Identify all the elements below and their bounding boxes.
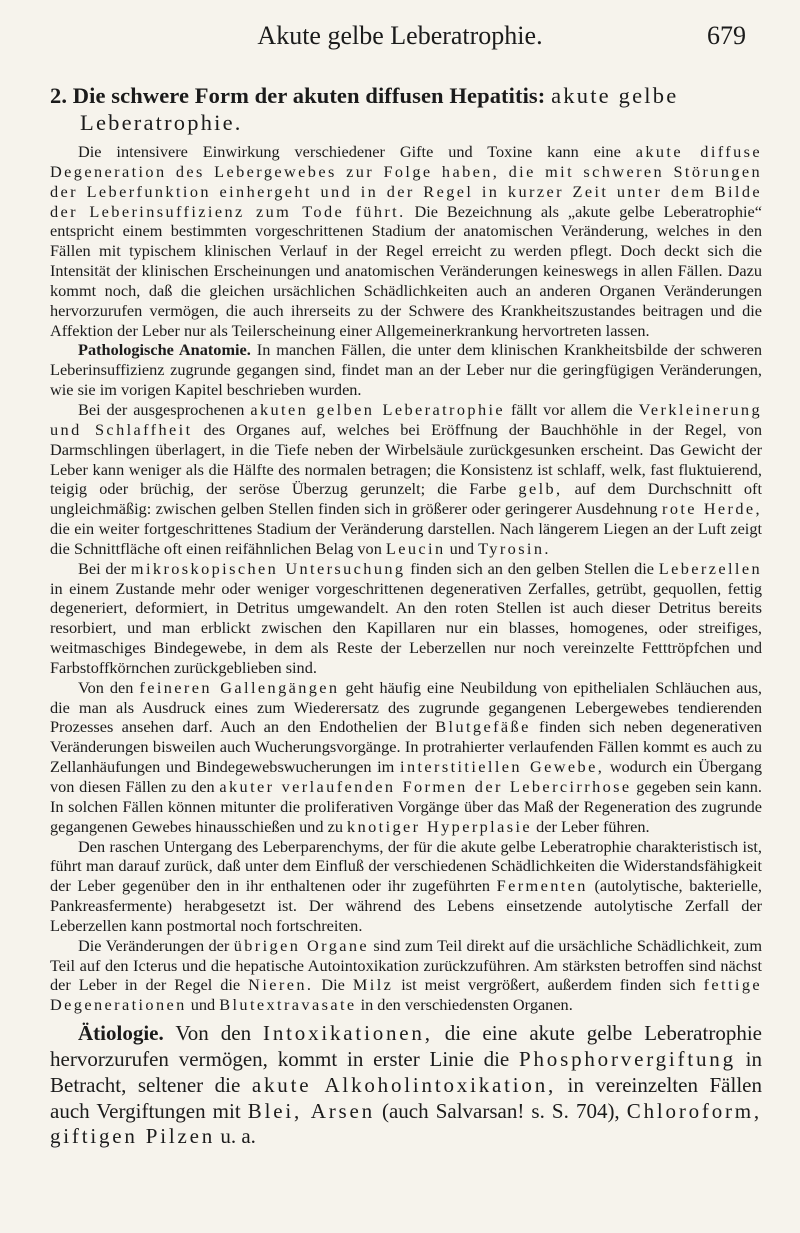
text-run: in Betracht, seltener die [50,1046,762,1097]
spaced-emphasis-run: akute Alkoholintoxikation, [251,1072,557,1097]
text-run: In manchen Fällen, die unter dem klinischen Krankheitsbilde der schweren Leberinsuffizienz zugrunde gegangen sind, findet man an der Leber nur die geringfügigen Veränderungen, wie sie im vorigen Kapitel beschrieben wurden. [50,340,762,400]
spaced-emphasis-run: Fermenten [496,876,588,896]
text-run: Die Veränderungen der [78,935,234,955]
text-run: in den verschiedensten Organen. [356,995,573,1015]
text-run: in einem Zustande mehr oder weniger vorgeschrittenen degenerativen Zerfalles, getrübt, gequollen, fettig degeneriert, deformiert, in Detritus umgewandelt. An den roten Stellen ist auch dieser Detritus bereits resorbiert, und man erblickt zwischen den Kapillaren nur ein blasses, homogenes, oder streifiges, weitmaschiges Bindegewebe, in dem als Reste der Leberzellen nur noch vereinzelte Fetttröpfchen und Farbstoffkörnchen zurückgeblieben sind. [50,578,762,677]
text-run: ist meist vergrößert, außerdem finden sich [393,975,704,995]
text-run: finden sich an den gelben Stellen die [405,558,659,578]
spaced-emphasis-run: Chloroform, giftigen Pilzen [50,1098,762,1149]
bold-heading-run: Ätiologie. [78,1021,164,1046]
spaced-emphasis-run: mikroskopischen Untersuchung [130,558,406,578]
running-header [0,20,800,52]
text-run: in vereinzelten Fällen auch Vergiftungen mit [50,1072,762,1123]
text-run: wodurch ein Übergang von diesen Fällen zu den [50,757,762,796]
paragraph-bile-ducts [50,678,762,837]
paragraph-aetiologie [50,1021,762,1150]
section-heading-bold: 2. Die schwere Form der akuten diffusen Hepatitis: [50,83,546,108]
bold-heading-run: Pathologische Anatomie. [78,340,251,360]
spaced-emphasis-run: fettige Degenerationen [50,975,762,1015]
spaced-emphasis-run: akuter verlaufenden Formen der Lebercirrhose [219,777,632,796]
text-run: die ein weiter fortgeschrittenes Stadium der Veränderung darstellen. Nach längerem Liegen an der Luft zeigt die Schnittfläche oft einen reifähnlichen Belag von [50,519,762,558]
text-run: auf dem Durchschnitt oft ungleichmäßig: zwischen gelben Stellen finden sich in größerer oder geringerer Ausdehnung [50,479,762,519]
spaced-emphasis-run: Blei, Arsen [247,1098,375,1123]
text-run: Bei der [78,558,131,578]
text-run: Die Bezeichnung als „akute gelbe Leberatrophie“ entspricht einem bestimmten vorgeschrittenen Stadium der anatomischen Veränderung, welches in den Fällen mit typischem klinischen Verlauf in der Regel erreicht zu werden pflegt. Doch deckt sich die Intensität der klinischen Erscheinungen und anatomischen Veränderungen keineswegs in allen Fällen. Dazu kommt noch, daß die gleichen ursächlichen Schädlichkeiten auch an anderen Organen Veränderungen hervorzurufen vermögen, die auch ihrerseits zu der Schwere des Krankheitszustandes beitragen und die Affektion der Leber nur als Teilerscheinung einer Allgemeinerkrankung hervortreten lassen. [50,201,762,340]
spaced-emphasis-run: gelb, [518,479,563,499]
paragraph-microscopic-findings [50,559,762,678]
text-run: gegeben sein kann. In solchen Fällen können mitunter die proliferativen Vorgänge über das Maß der Regeneration des zugrunde gegangenen Gewebes hinausschießen und zu [50,777,762,836]
text-run: Die intensivere Einwirkung verschiedener Gifte und Toxine kann eine [78,142,636,161]
text-run: Den raschen Untergang des Leberparenchyms, der für die akute gelbe Leberatrophie charakteristisch ist, führt man darauf zurück, daß unter dem Einfluß der verschiedenen Schädlichkeiten die Widerstandsfähigkeit der Leber gegenüber den in ihr enthaltenen oder ihr zugeführten [50,836,762,896]
text-run: Von den [78,677,140,697]
page-number: 679 [707,21,746,50]
spaced-emphasis-run: Leucin [385,538,446,558]
spaced-emphasis-run: übrigen Organe [233,935,370,955]
spaced-emphasis-run: Milz [352,975,394,995]
text-run: finden sich neben degenerativen Veränderungen bisweilen auch Wucherungsvorgänge. In protrahierter verlaufenden Fällen kommt es auch zu Zellanhäufungen und Bindegewebswucherungen im [50,717,762,777]
text-run: (auch Salvarsan! s. S. 704), [374,1098,627,1123]
spaced-emphasis-run: feineren Gallengängen [139,677,340,697]
paragraph-other-organs [50,936,762,1015]
paragraph-parenchyma-decay [50,837,762,936]
text-run: u. a. [215,1124,256,1149]
paragraph-intro [50,142,762,340]
text-run: geht häufig eine Neubildung von epithelialen Schläuchen aus, die man als Ausdruck eines zum Wiederersatz des zugrunde gegangenen Lebergewebes tendierenden Prozesses ansehen darf. Auch an den Endothelien der [50,677,762,737]
spaced-emphasis-run: Blutgefäße [435,717,531,737]
paragraph-gross-findings [50,400,762,559]
spaced-emphasis-run: interstitiellen Gewebe, [400,757,605,777]
spaced-emphasis-run: Verkleinerung und Schlaffheit [50,399,762,439]
text-run: und [445,538,479,558]
text-run: Bei der ausgesprochenen [78,399,251,419]
running-title: Akute gelbe Leberatrophie. [257,21,543,50]
spaced-emphasis-run: Leberzellen [658,558,762,578]
section-heading-spaced: akute gelbe Leberatrophie. [80,83,679,135]
section-heading [50,82,762,136]
spaced-emphasis-run: Intoxikationen, [263,1021,433,1046]
text-run: und [186,995,220,1015]
spaced-emphasis-run: akute diffuse Degeneration des Lebergewebes zur Folge haben, die mit schweren Störungen der Leberfunktion einhergeht und in der Regel in kurzer Zeit unter dem Bilde der Leberinsuffizienz zum Tode führt. [50,142,763,221]
spaced-emphasis-run: Blutextravasate [219,995,357,1015]
text-run: der Leber führen. [532,816,650,836]
spaced-emphasis-run: Phosphorvergiftung [519,1046,736,1071]
text-run: Von den [163,1021,264,1046]
spaced-emphasis-run: rote Herde, [662,499,762,519]
spaced-emphasis-run: knotiger Hyperplasie [347,816,533,836]
spaced-emphasis-run: akuten gelben Leberatrophie [250,399,506,419]
paragraph-pathologische-anatomie [50,340,762,400]
text-run: (autolytische, bakterielle, Pankreasfermente) herabgesetzt ist. Der während des Lebens einsetzende autolytische Zerfall der Leberzellen kann postmortal noch fortschreiten. [50,876,762,935]
text-run: Die [313,975,353,995]
text-run: sind zum Teil direkt auf die ursächliche Schädlichkeit, zum Teil auf den Icterus und die hepatische Autointoxikation zurückzuführen. Am stärksten betroffen sind nächst der Leber in der Regel die [50,935,762,995]
text-run: des Organes auf, welches bei Eröffnung der Bauchhöhle in der Regel, von Darmschlingen überlagert, in die Tiefe neben der Wirbelsäule zurückgesunken erscheint. Das Gewicht der Leber kann weniger als die Hälfte des normalen betragen; die Konsistenz ist schlaff, welk, fast fluktuierend, teigig oder brüchig, der seröse Überzug gerunzelt; die Farbe [50,419,762,499]
spaced-emphasis-run: Tyrosin. [478,538,551,558]
text-run: fällt vor allem die [505,399,639,419]
page-body [50,82,762,1150]
spaced-emphasis-run: Nieren. [248,975,314,995]
text-run: die eine akute gelbe Leberatrophie hervorzurufen vermögen, kommt in erster Linie die [50,1021,762,1071]
